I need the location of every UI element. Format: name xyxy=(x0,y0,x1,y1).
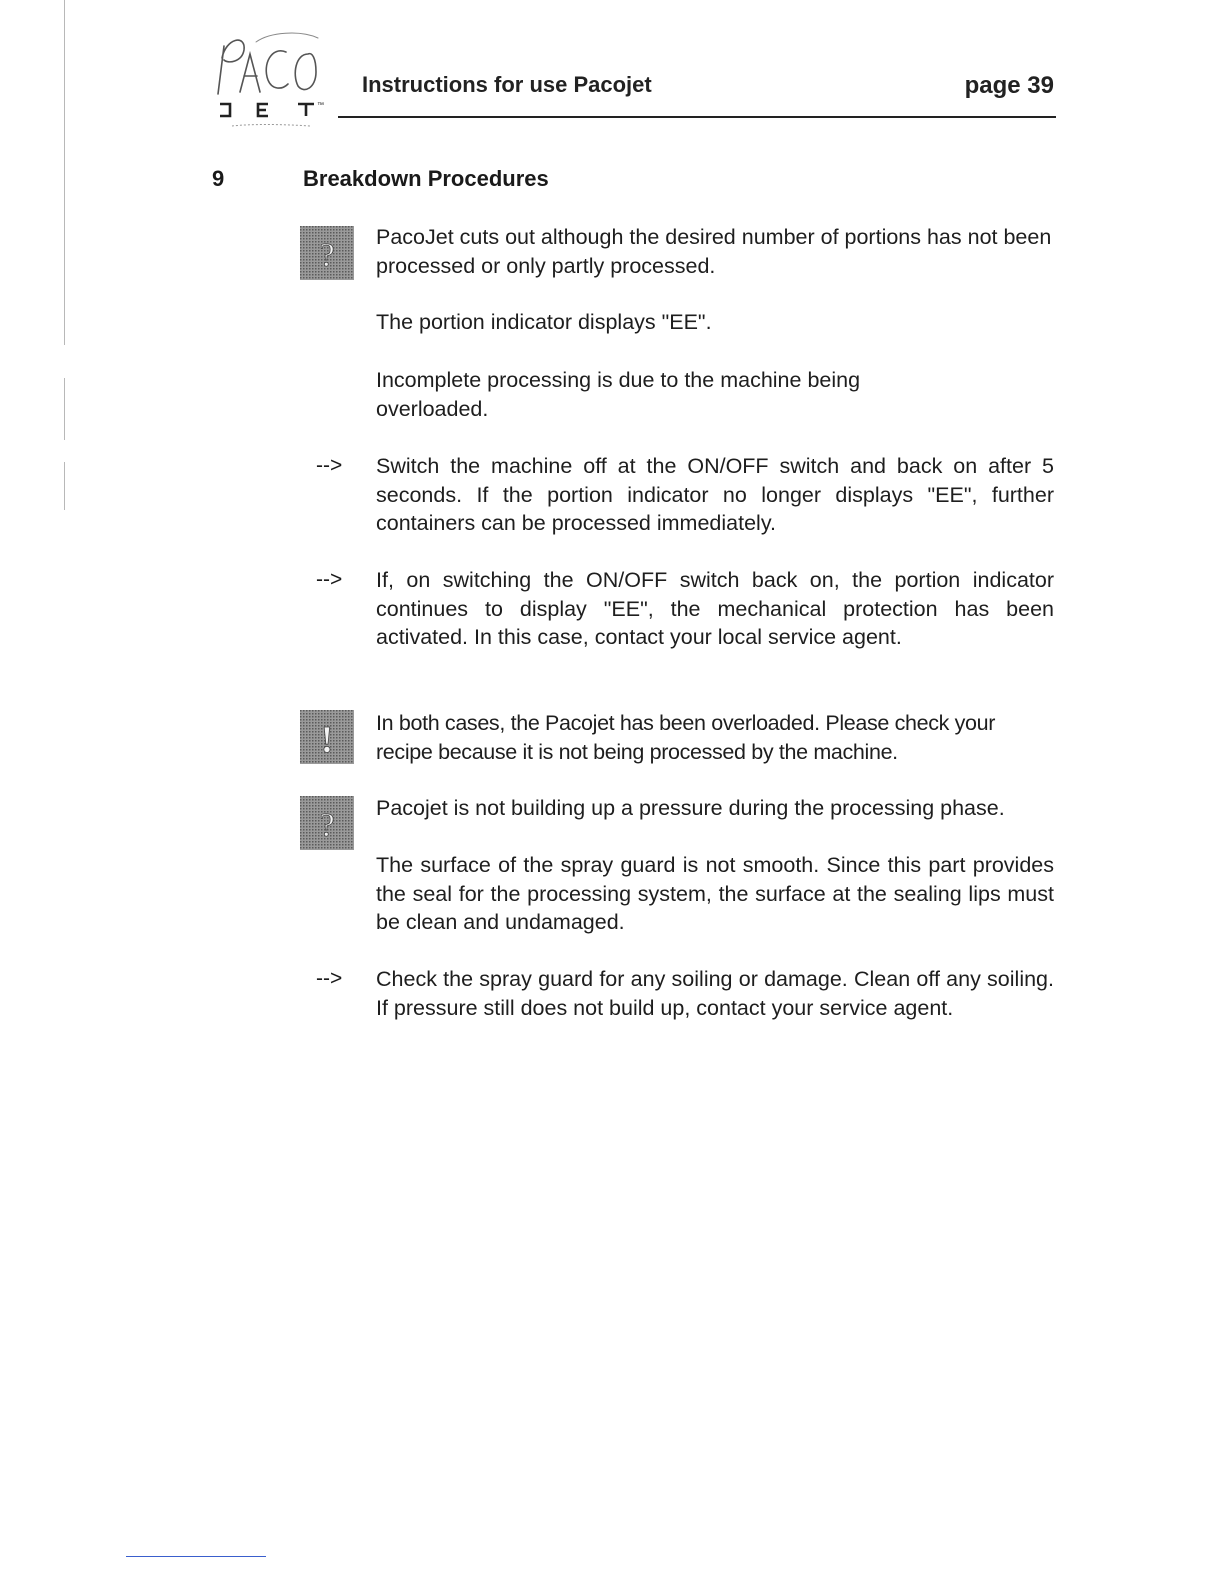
question-mark-icon xyxy=(300,226,354,280)
fault1-cause: Incomplete processing is due to the machine being overloaded. xyxy=(376,368,861,421)
section-number: 9 xyxy=(212,166,225,191)
fault1-problem: PacoJet cuts out although the desired number of portions has not been processed or only partly processed. xyxy=(376,225,1052,278)
action-arrow: --> xyxy=(316,454,343,477)
question-mark-icon xyxy=(300,796,354,850)
pacojet-logo xyxy=(200,20,340,140)
header-divider xyxy=(338,116,1056,118)
action-arrow: --> xyxy=(316,568,343,591)
overload-note: In both cases, the Pacojet has been overloaded. Please check your recipe because it is not being processed by the machine. xyxy=(376,711,996,764)
fault1-action1: Switch the machine off at the ON/OFF switch and back on after 5 seconds. If the portion indicator no longer displays "EE", further containers can be processed immediately. xyxy=(376,454,1054,535)
fault2-cause: The surface of the spray guard is not smooth. Since this part provides the seal for the processing system, the surface at the sealing lips must be clean and undamaged. xyxy=(376,853,1054,934)
page-number: page 39 xyxy=(964,72,1054,99)
document-title: Instructions for use Pacojet xyxy=(362,72,652,97)
svg-text:™: ™ xyxy=(317,102,324,109)
fault2-problem: Pacojet is not building up a pressure during the processing phase. xyxy=(376,796,1005,820)
scan-edge-line xyxy=(64,462,65,510)
svg-text:?: ? xyxy=(319,807,335,844)
svg-text:?: ? xyxy=(319,237,335,274)
scan-edge-line xyxy=(64,0,65,345)
action-arrow: --> xyxy=(316,967,343,990)
scan-edge-line xyxy=(64,378,65,440)
fault1-action2: If, on switching the ON/OFF switch back on, the portion indicator continues to display "EE", the mechanical protection has been activated. In this case, contact your local service agent. xyxy=(376,568,1054,649)
footer-rule xyxy=(126,1556,266,1557)
section-title: Breakdown Procedures xyxy=(303,166,549,191)
exclamation-icon xyxy=(300,710,354,764)
svg-text:!: ! xyxy=(320,719,334,761)
fault2-action: Check the spray guard for any soiling or damage. Clean off any soiling. If pressure still does not build up, contact your service agent. xyxy=(376,967,1054,1020)
fault1-symptom: The portion indicator displays "EE". xyxy=(376,310,712,334)
